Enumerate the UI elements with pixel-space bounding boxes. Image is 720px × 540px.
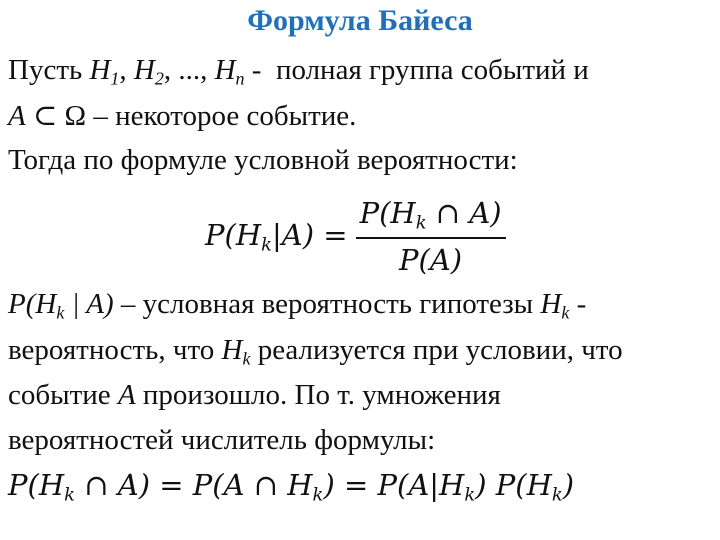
line-explain-4: вероятностей числитель формулы: bbox=[8, 424, 436, 456]
ellipsis: ..., bbox=[178, 54, 208, 86]
hypothesis-n: $H_n$ bbox=[214, 54, 245, 89]
multiplication-formula: $P(H_k$ ∩ A) = P(A ∩ $H_k) = P(A|H_k)$ $P(H_k)$ bbox=[8, 468, 575, 506]
line-explain-1 bbox=[8, 290, 586, 321]
formula-numerator: $P(H_k$ ∩ A) bbox=[359, 196, 502, 234]
hypothesis-k: $H_k$ bbox=[540, 288, 570, 323]
line-hypotheses: Пусть $H_1$, $H_2$, ..., $H_n$ - полная группа событий и bbox=[8, 54, 589, 89]
text-some-event: – некоторое событие. bbox=[93, 100, 357, 132]
formula-fraction bbox=[356, 196, 506, 277]
hypothesis-2: $H_2$ bbox=[133, 54, 164, 89]
text-happened: произошло. По т. умножения bbox=[142, 379, 501, 411]
text-let: Пусть bbox=[8, 54, 83, 86]
page-title: Формула Байеса bbox=[247, 4, 473, 37]
formula-denominator: P(A) bbox=[399, 243, 463, 278]
text-conditional-prob: – условная вероятность гипотезы bbox=[120, 288, 534, 320]
line-conditional: Тогда по формуле условной вероятности: bbox=[8, 144, 518, 176]
omega-symbol: Ω bbox=[64, 100, 87, 132]
formula-lhs: $P(H_k|A)$ = bbox=[205, 218, 348, 256]
bayes-formula bbox=[205, 196, 506, 277]
dash: - bbox=[576, 288, 587, 320]
hypothesis-k-2: $H_k$ bbox=[221, 334, 251, 369]
line-explain-3 bbox=[8, 381, 501, 410]
text-complete-group: полная группа событий и bbox=[275, 54, 589, 86]
text-event: событие bbox=[8, 379, 111, 411]
text-realized: реализуется при условии, что bbox=[257, 334, 623, 366]
line-event bbox=[8, 102, 356, 131]
event-a-2: A bbox=[117, 379, 136, 411]
subset-symbol: ⊂ bbox=[32, 100, 58, 132]
event-a: A bbox=[8, 100, 26, 132]
line-explain-2 bbox=[8, 336, 623, 367]
hypothesis-1: $H_1$ bbox=[89, 54, 120, 89]
text-probability-that: вероятность, что bbox=[8, 334, 215, 366]
conditional-prob: $P(H_k$ | A) bbox=[8, 288, 114, 323]
